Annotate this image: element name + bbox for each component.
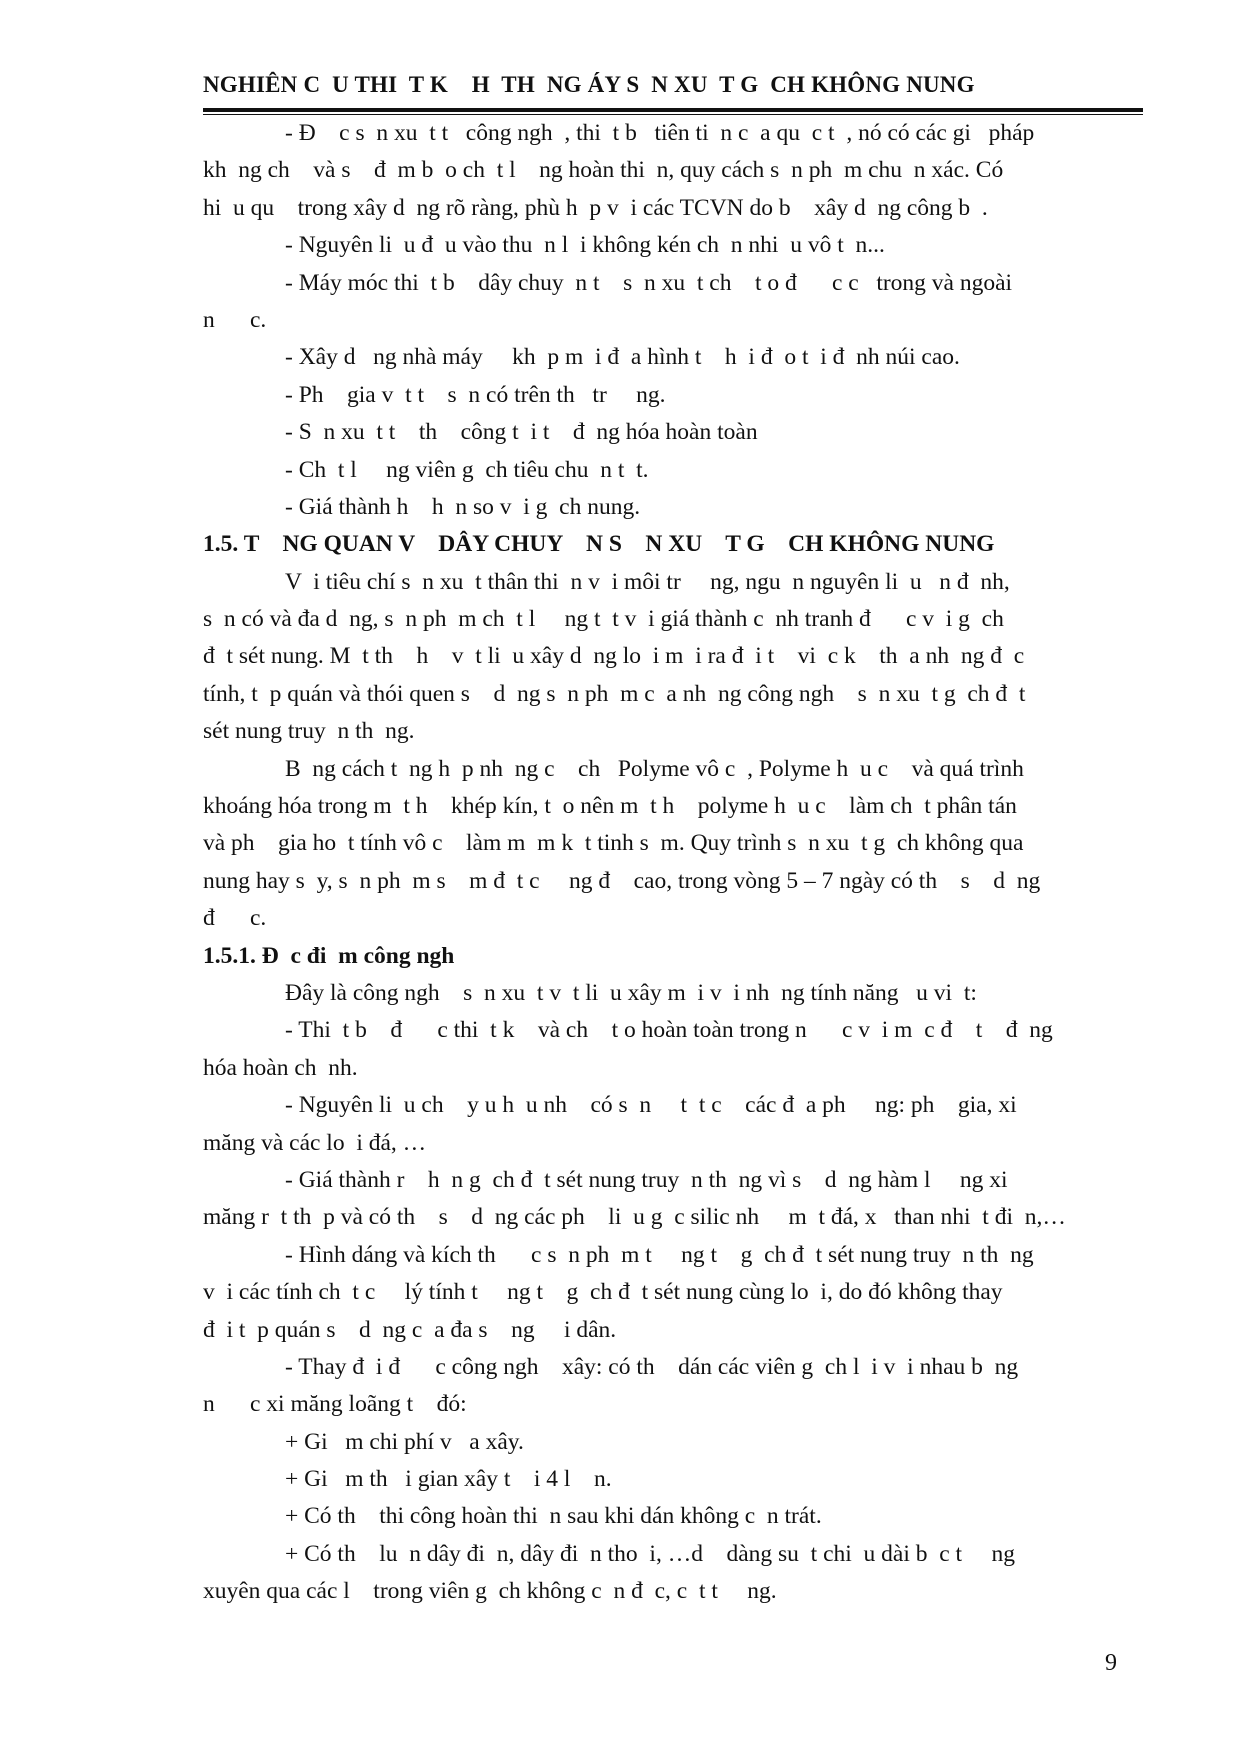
- text-line: + Gi m chi phí v a xây.: [285, 1428, 524, 1455]
- document-body: [203, 115, 1125, 1611]
- text-line: - Xây d ng nhà máy kh p m i đ a hình t h i đ o t i đ nh núi cao.: [285, 344, 960, 371]
- text-line: xuyên qua các l trong viên g ch không c n đ c, c t t ng.: [203, 1578, 777, 1605]
- text-line: tính, t p quán và thói quen s d ng s n ph m c a nh ng công ngh s n xu t g ch đ t: [203, 680, 1026, 707]
- text-line: - Thi t b đ c thi t k và ch t o hoàn toàn trong n c v i m c đ t đ ng: [285, 1017, 1053, 1044]
- text-line: đ i t p quán s d ng c a đa s ng i dân.: [203, 1316, 617, 1343]
- text-line: - S n xu t t th công t i t đ ng hóa hoàn toàn: [285, 419, 758, 446]
- text-line: - Máy móc thi t b dây chuy n t s n xu t ch t o đ c c trong và ngoài: [285, 269, 1013, 296]
- text-line: - Thay đ i đ c công ngh xây: có th dán các viên g ch l i v i nhau b ng: [285, 1353, 1019, 1380]
- text-line: khoáng hóa trong m t h khép kín, t o nên m t h polyme h u c làm ch t phân tán: [203, 793, 1017, 820]
- text-line: - Ph gia v t t s n có trên th tr ng.: [285, 381, 666, 408]
- text-line: - Giá thành r h n g ch đ t sét nung truy n th ng vì s d ng hàm l ng xi: [285, 1166, 1008, 1193]
- text-line: + Có th lu n dây đi n, dây đi n tho i, …d dàng su t chi u dài b c t ng: [285, 1540, 1015, 1567]
- text-line: măng r t th p và có th s d ng các ph li u g c silic nh m t đá, x than nhi t đi n,…: [203, 1204, 1066, 1231]
- text-line: - Nguyên li u ch y u h u nh có s n t t c các đ a ph ng: ph gia, xi: [285, 1092, 1017, 1119]
- text-line: hóa hoàn ch nh.: [203, 1054, 358, 1081]
- text-line: măng và các lo i đá, …: [203, 1129, 427, 1156]
- text-line: kh ng ch và s đ m b o ch t l ng hoàn thi n, quy cách s n ph m chu n xác. Có: [203, 157, 1004, 184]
- text-line: đ t sét nung. M t th h v t li u xây d ng lo i m i ra đ i t vi c k th a nh ng đ c: [203, 643, 1025, 670]
- text-line: + Gi m th i gian xây t i 4 l n.: [285, 1466, 612, 1493]
- text-line: - Nguyên li u đ u vào thu n l i không kén ch n nhi u vô t n...: [285, 232, 885, 259]
- text-line: - Ch t l ng viên g ch tiêu chu n t t.: [285, 456, 649, 483]
- text-line: n c xi măng loãng t đó:: [203, 1391, 467, 1418]
- page-header-title: NGHIÊN C U THI T K H TH NG ÁY S N XU T G CH KHÔNG NUNG: [203, 72, 975, 97]
- text-line: hi u qu trong xây d ng rõ ràng, phù h p v i các TCVN do b xây d ng công b .: [203, 194, 988, 221]
- text-line: nung hay s y, s n ph m s m đ t c ng đ cao, trong vòng 5 – 7 ngày có th s d ng: [203, 867, 1041, 894]
- text-line: đ c.: [203, 905, 267, 932]
- text-line: - Hình dáng và kích th c s n ph m t ng t g ch đ t sét nung truy n th ng: [285, 1241, 1034, 1268]
- text-line: và ph gia ho t tính vô c làm m m k t tinh s m. Quy trình s n xu t g ch không qua: [203, 830, 1024, 857]
- text-line: - Giá thành h h n so v i g ch nung.: [285, 493, 641, 520]
- text-line: B ng cách t ng h p nh ng c ch Polyme vô c , Polyme h u c và quá trình: [285, 755, 1024, 782]
- header-divider-thick: [203, 108, 1143, 112]
- text-line: n c.: [203, 306, 267, 333]
- text-line: - Đ c s n xu t t công ngh , thi t b tiên ti n c a qu c t , nó có các gi pháp: [285, 120, 1035, 146]
- text-line: v i các tính ch t c lý tính t ng t g ch đ t sét nung cùng lo i, do đó không thay: [203, 1279, 1003, 1306]
- text-line: V i tiêu chí s n xu t thân thi n v i môi tr ng, ngu n nguyên li u n đ nh,: [285, 568, 1010, 595]
- text-line: sét nung truy n th ng.: [203, 718, 415, 745]
- section-heading: 1.5. T NG QUAN V DÂY CHUY N S N XU T G CH KHÔNG NUNG: [203, 531, 995, 558]
- section-heading: 1.5.1. Đ c đi m công ngh: [203, 942, 455, 969]
- text-line: + Có th thi công hoàn thi n sau khi dán không c n trát.: [285, 1503, 822, 1530]
- text-line: Đây là công ngh s n xu t v t li u xây m i v i nh ng tính năng u vi t:: [285, 979, 977, 1006]
- page-number: 9: [1105, 1650, 1117, 1676]
- text-line: s n có và đa d ng, s n ph m ch t l ng t t v i giá thành c nh tranh đ c v i g ch: [203, 606, 1004, 633]
